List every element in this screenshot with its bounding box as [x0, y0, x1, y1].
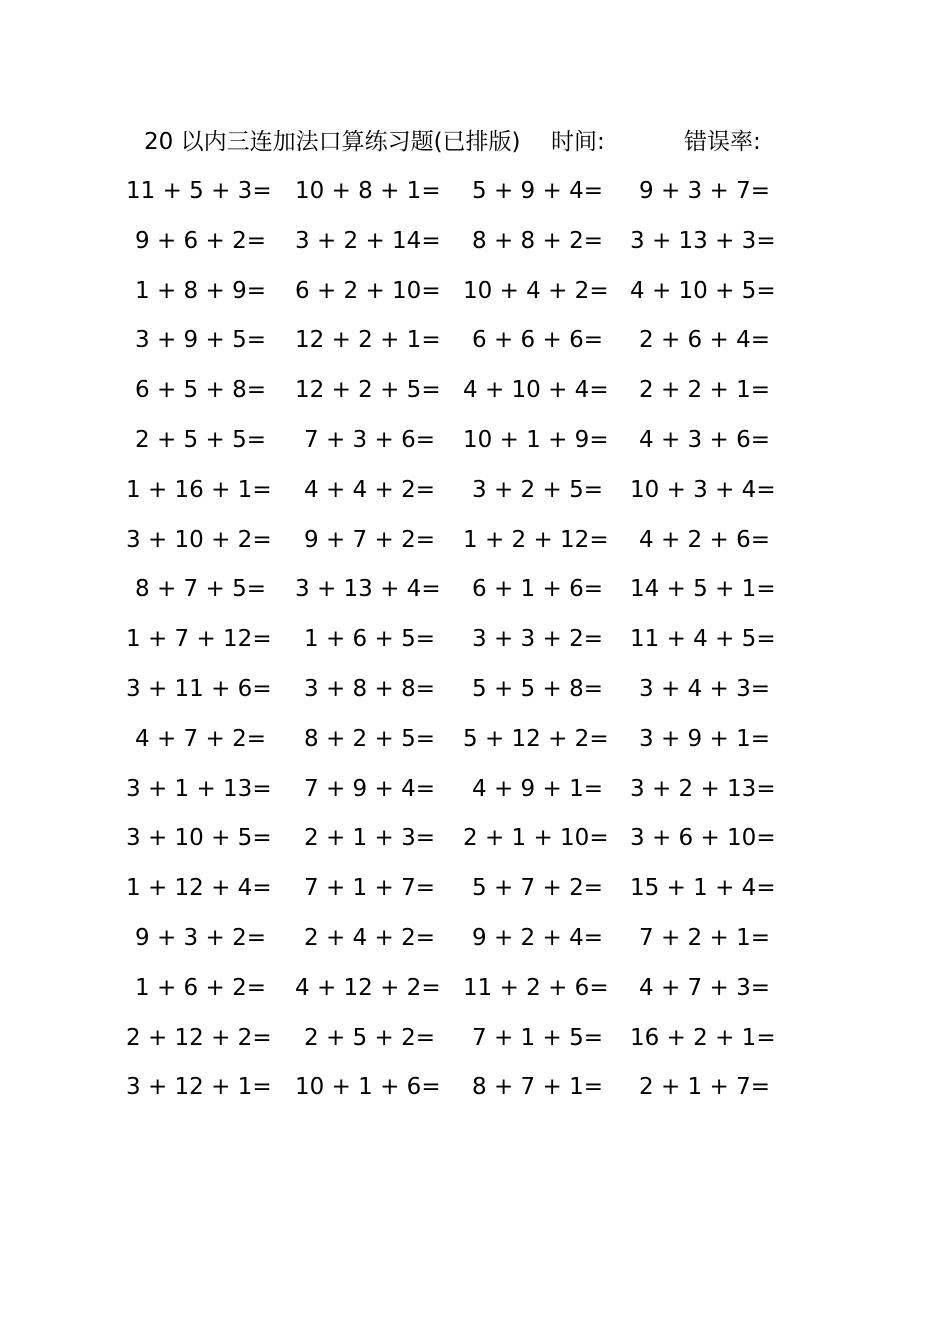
problem-item: 2 + 4 + 2= — [304, 924, 435, 951]
problem-item: 2 + 12 + 2= — [126, 1024, 272, 1051]
problem-item: 12 + 2 + 5= — [295, 377, 441, 404]
problem-item: 5 + 7 + 2= — [472, 875, 603, 902]
problem-item: 1 + 12 + 4= — [126, 875, 272, 902]
problem-item: 1 + 6 + 2= — [135, 974, 266, 1001]
problem-row — [126, 1017, 790, 1067]
problem-item: 10 + 1 + 6= — [295, 1074, 441, 1101]
problem-row — [126, 668, 790, 718]
problem-item: 3 + 11 + 6= — [126, 675, 272, 702]
problem-item: 3 + 8 + 8= — [304, 675, 435, 702]
problem-item: 12 + 2 + 1= — [295, 327, 441, 354]
problem-item: 3 + 9 + 5= — [135, 327, 266, 354]
problem-item: 7 + 1 + 7= — [304, 875, 435, 902]
problem-item: 1 + 16 + 1= — [126, 476, 272, 503]
problem-item: 4 + 3 + 6= — [639, 426, 770, 453]
problem-grid — [126, 170, 790, 1116]
problem-row — [126, 618, 790, 668]
problem-item: 4 + 10 + 5= — [630, 277, 776, 304]
problem-item: 2 + 1 + 3= — [304, 825, 435, 852]
problem-item: 3 + 2 + 14= — [295, 227, 441, 254]
problem-item: 2 + 2 + 1= — [639, 377, 770, 404]
problem-item: 2 + 5 + 5= — [135, 426, 266, 453]
problem-item: 3 + 10 + 2= — [126, 526, 272, 553]
problem-item: 10 + 4 + 2= — [463, 277, 609, 304]
problem-row — [126, 469, 790, 519]
problem-row — [130, 967, 790, 1017]
problem-item: 8 + 2 + 5= — [304, 725, 435, 752]
problem-item: 2 + 6 + 4= — [639, 327, 770, 354]
problem-item: 3 + 2 + 13= — [630, 775, 776, 802]
problem-item: 15 + 1 + 4= — [630, 875, 776, 902]
problem-item: 4 + 2 + 6= — [639, 526, 770, 553]
problem-item: 8 + 7 + 1= — [472, 1074, 603, 1101]
problem-item: 3 + 2 + 5= — [472, 476, 603, 503]
problem-item: 9 + 3 + 7= — [639, 178, 770, 204]
problem-item: 3 + 6 + 10= — [630, 825, 776, 852]
problem-item: 4 + 7 + 3= — [639, 974, 770, 1001]
problem-item: 1 + 2 + 12= — [463, 526, 609, 553]
problem-item: 5 + 5 + 8= — [472, 675, 603, 702]
problem-row — [126, 1066, 790, 1116]
problem-item: 2 + 1 + 7= — [639, 1074, 770, 1101]
problem-row — [126, 817, 790, 867]
problem-item: 7 + 2 + 1= — [639, 924, 770, 951]
problem-item: 4 + 10 + 4= — [463, 377, 609, 404]
worksheet-header — [144, 124, 784, 160]
problem-item: 4 + 4 + 2= — [304, 476, 435, 503]
problem-item: 8 + 8 + 2= — [472, 227, 603, 254]
problem-item: 6 + 1 + 6= — [472, 576, 603, 603]
problem-item: 1 + 8 + 9= — [135, 277, 266, 304]
problem-item: 6 + 5 + 8= — [135, 377, 266, 404]
problem-item: 2 + 5 + 2= — [304, 1024, 435, 1051]
problem-item: 6 + 6 + 6= — [472, 327, 603, 354]
problem-item: 11 + 5 + 3= — [126, 178, 272, 204]
problem-item: 11 + 2 + 6= — [463, 974, 609, 1001]
problem-item: 4 + 9 + 1= — [472, 775, 603, 802]
problem-item: 3 + 10 + 5= — [126, 825, 272, 852]
problem-item: 1 + 7 + 12= — [126, 626, 272, 653]
problem-row — [126, 170, 790, 220]
problem-item: 8 + 7 + 5= — [135, 576, 266, 603]
problem-item: 9 + 7 + 2= — [304, 526, 435, 553]
problem-row — [130, 319, 790, 369]
problem-item: 9 + 3 + 2= — [135, 924, 266, 951]
problem-item: 3 + 13 + 3= — [630, 227, 776, 254]
problem-item: 10 + 1 + 9= — [463, 426, 609, 453]
problem-row — [126, 519, 790, 569]
problem-item: 3 + 13 + 4= — [295, 576, 441, 603]
problem-row — [130, 369, 790, 419]
problem-item: 5 + 9 + 4= — [472, 178, 603, 204]
problem-item: 3 + 9 + 1= — [639, 725, 770, 752]
problem-row — [130, 419, 790, 469]
problem-item: 4 + 7 + 2= — [135, 725, 266, 752]
problem-row — [130, 270, 790, 320]
problem-item: 9 + 2 + 4= — [472, 924, 603, 951]
problem-item: 16 + 2 + 1= — [630, 1024, 776, 1051]
problem-item: 10 + 3 + 4= — [630, 476, 776, 503]
problem-item: 3 + 1 + 13= — [126, 775, 272, 802]
problem-row — [130, 568, 790, 618]
problem-item: 7 + 9 + 4= — [304, 775, 435, 802]
error-rate-label: 错误率: — [684, 129, 761, 155]
problem-item: 2 + 1 + 10= — [463, 825, 609, 852]
problem-row — [126, 768, 790, 818]
problem-item: 7 + 1 + 5= — [472, 1024, 603, 1051]
time-label: 时间: — [551, 129, 605, 155]
problem-row — [130, 718, 790, 768]
worksheet-title: 20 以内三连加法口算练习题(已排版) — [144, 129, 521, 155]
problem-item: 10 + 8 + 1= — [295, 178, 441, 204]
problem-item: 7 + 3 + 6= — [304, 426, 435, 453]
problem-item: 9 + 6 + 2= — [135, 227, 266, 254]
problem-item: 3 + 3 + 2= — [472, 626, 603, 653]
problem-item: 4 + 12 + 2= — [295, 974, 441, 1001]
problem-item: 11 + 4 + 5= — [630, 626, 776, 653]
problem-row — [130, 917, 790, 967]
problem-item: 6 + 2 + 10= — [295, 277, 441, 304]
problem-row — [126, 867, 790, 917]
problem-item: 3 + 12 + 1= — [126, 1074, 272, 1101]
problem-item: 5 + 12 + 2= — [463, 725, 609, 752]
problem-item: 3 + 4 + 3= — [639, 675, 770, 702]
problem-item: 14 + 5 + 1= — [630, 576, 776, 603]
problem-item: 1 + 6 + 5= — [304, 626, 435, 653]
problem-row — [130, 220, 790, 270]
